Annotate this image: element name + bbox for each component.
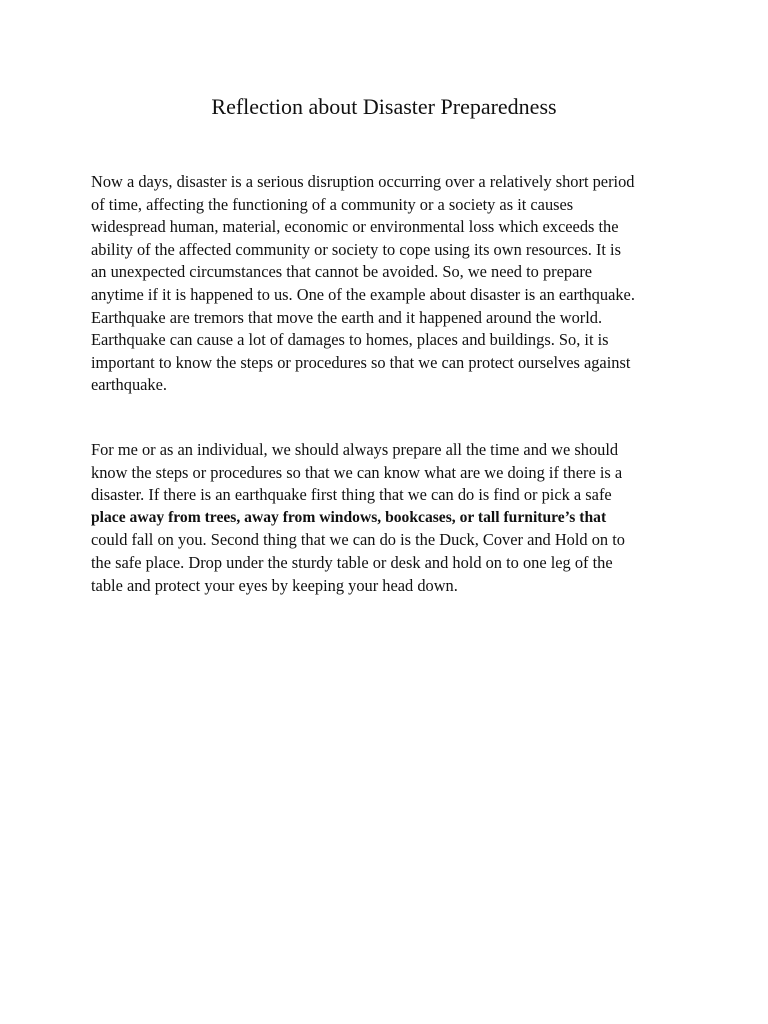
- text-line: widespread human, material, economic or environmental loss which exceeds the: [91, 217, 619, 237]
- text-line: of time, affecting the functioning of a community or a society as it causes: [91, 194, 574, 214]
- text-line: ability of the affected community or society to cope using its own resources. It is: [91, 239, 621, 259]
- text-line: Now a days, disaster is a serious disruption occurring over a relatively short period: [91, 172, 635, 191]
- text-line: For me or as an individual, we should always prepare all the time and we should: [91, 440, 619, 459]
- text-line: anytime if it is happened to us. One of the example about disaster is an earthquake.: [91, 284, 635, 304]
- text-line: table and protect your eyes by keeping your head down.: [91, 575, 458, 595]
- text-line: Earthquake can cause a lot of damages to homes, places and buildings. So, it is: [91, 330, 609, 350]
- text-line: an unexpected circumstances that cannot be avoided. So, we need to prepare: [91, 262, 593, 282]
- text-line: could fall on you. Second thing that we can do is the Duck, Cover and Hold on to: [91, 530, 625, 550]
- text-line-bold: place away from trees, away from windows, bookcases, or tall furniture’s that: [91, 508, 607, 526]
- text-line: know the steps or procedures so that we can know what are we doing if there is a: [91, 462, 623, 482]
- paragraph-2: [91, 439, 681, 597]
- text-line: earthquake.: [91, 375, 167, 395]
- text-line: disaster. If there is an earthquake first thing that we can do is find or pick a safe: [91, 485, 612, 505]
- text-line: the safe place. Drop under the sturdy table or desk and hold on to one leg of the: [91, 552, 613, 572]
- text-line: Earthquake are tremors that move the earth and it happened around the world.: [91, 307, 603, 327]
- text-line: important to know the steps or procedures so that we can protect ourselves against: [91, 352, 631, 372]
- document-title: Reflection about Disaster Preparedness: [211, 94, 557, 119]
- paragraph-1: [91, 171, 681, 397]
